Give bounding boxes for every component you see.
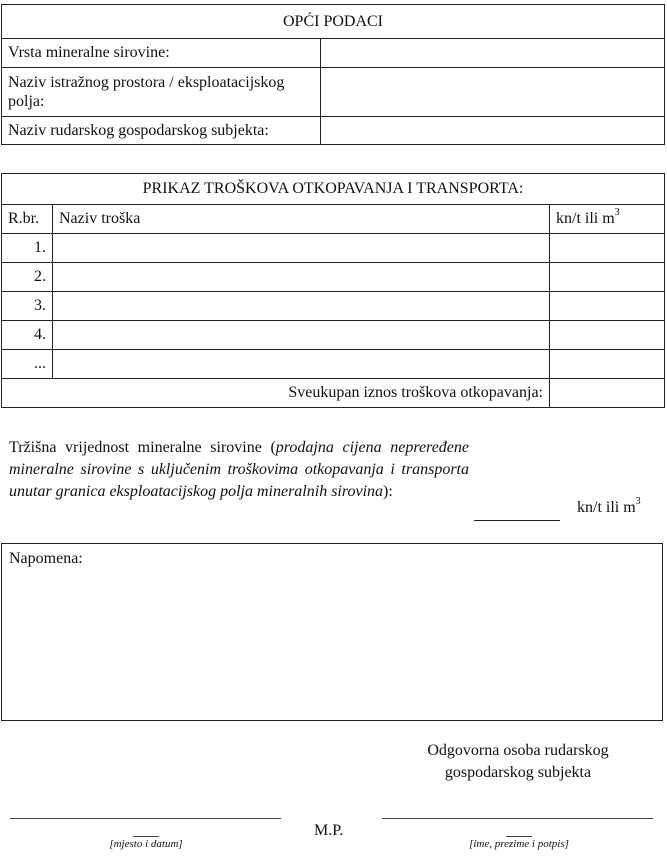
divider bbox=[133, 836, 159, 837]
costs-table bbox=[1, 173, 665, 408]
responsible-line-2: gospodarskog subjekta bbox=[444, 764, 592, 781]
row-number: 4. bbox=[2, 321, 53, 350]
note-box[interactable] bbox=[1, 543, 663, 721]
cost-name-field[interactable] bbox=[53, 263, 550, 292]
table-row bbox=[2, 263, 665, 292]
responsible-line-1: Odgovorna osoba rudarskog bbox=[427, 742, 609, 759]
col-number-header: R.br. bbox=[2, 205, 53, 234]
mineral-type-label: Vrsta mineralne sirovine: bbox=[2, 39, 321, 68]
note-label: Napomena: bbox=[9, 550, 83, 567]
total-label: Sveukupan iznos troškova otkopavanja: bbox=[2, 379, 550, 408]
row-number: 2. bbox=[2, 263, 53, 292]
responsible-person-label bbox=[398, 740, 638, 784]
cost-name-field[interactable] bbox=[53, 234, 550, 263]
cost-value-field[interactable] bbox=[550, 292, 665, 321]
costs-title: PRIKAZ TROŠKOVA OTKOPAVANJA I TRANSPORTA: bbox=[2, 174, 665, 205]
total-row bbox=[2, 379, 665, 408]
stamp-label: M.P. bbox=[314, 822, 344, 839]
cost-value-field[interactable] bbox=[550, 263, 665, 292]
general-data-table bbox=[1, 4, 665, 145]
field-name-label: Naziv istražnog prostora / eksploatacijskog polja: bbox=[2, 68, 321, 117]
market-unit-sup: 3 bbox=[635, 496, 641, 507]
market-value-italic: prodajna cijena nepreređene mineralne sirovine s uključenim troškovima otkopavanja i transporta unutar granica eksploatacijskog polja mineralnih sirovina bbox=[9, 439, 469, 500]
market-value-lead: Tržišna vrijednost mineralne sirovine ( bbox=[9, 439, 276, 456]
company-name-label: Naziv rudarskog gospodarskog subjekta: bbox=[2, 117, 321, 145]
total-value-field[interactable] bbox=[550, 379, 665, 408]
field-name-field[interactable] bbox=[321, 68, 665, 117]
row-number: 3. bbox=[2, 292, 53, 321]
row-number: 1. bbox=[2, 234, 53, 263]
col-unit-sup: 3 bbox=[614, 207, 620, 218]
table-row bbox=[2, 292, 665, 321]
cost-name-field[interactable] bbox=[53, 321, 550, 350]
market-value-text bbox=[9, 437, 469, 503]
market-unit-text: kn/t ili m bbox=[577, 499, 636, 516]
cost-value-field[interactable] bbox=[550, 321, 665, 350]
market-value-tail: ): bbox=[383, 483, 393, 500]
divider bbox=[506, 836, 532, 837]
place-date-caption: [mjesto i datum] bbox=[109, 838, 183, 850]
cost-name-field[interactable] bbox=[53, 292, 550, 321]
general-data-title: OPĆI PODACI bbox=[2, 5, 665, 39]
col-unit-header bbox=[550, 205, 665, 234]
market-value-field[interactable] bbox=[474, 520, 560, 521]
company-name-field[interactable] bbox=[321, 117, 665, 145]
col-unit-text: kn/t ili m bbox=[556, 210, 615, 227]
place-date-line[interactable] bbox=[10, 818, 281, 819]
mineral-type-field[interactable] bbox=[321, 39, 665, 68]
table-row bbox=[2, 321, 665, 350]
cost-name-field[interactable] bbox=[53, 350, 550, 379]
cost-value-field[interactable] bbox=[550, 350, 665, 379]
market-value-unit bbox=[577, 496, 641, 517]
table-row bbox=[2, 350, 665, 379]
row-number: ... bbox=[2, 350, 53, 379]
col-name-header: Naziv troška bbox=[53, 205, 550, 234]
signature-line[interactable] bbox=[382, 818, 653, 819]
table-row bbox=[2, 234, 665, 263]
cost-value-field[interactable] bbox=[550, 234, 665, 263]
signature-caption: [ime, prezime i potpis] bbox=[469, 838, 569, 850]
